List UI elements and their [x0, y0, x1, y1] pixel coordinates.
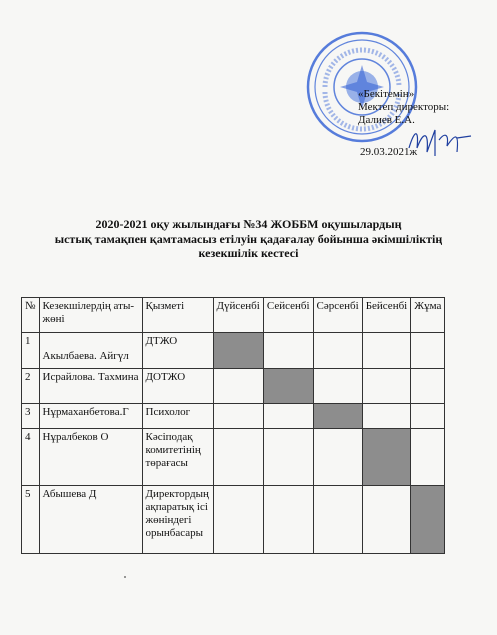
row-num: 4 [22, 429, 40, 486]
table-row [22, 369, 445, 404]
director-name: Далиев Е.А. [358, 114, 415, 126]
scan-speck [124, 576, 126, 578]
empty-cell [362, 404, 411, 429]
table-row [22, 486, 445, 554]
row-name: Нұрмаханбетова.Г [39, 404, 142, 429]
row-name: Нұралбеков О [39, 429, 142, 486]
empty-cell [411, 429, 445, 486]
empty-cell [313, 429, 362, 486]
empty-cell [313, 333, 362, 369]
title-line-2: ыстық тамақпен қамтамасыз етілуін қадағалау бойынша әкімшіліктің [54, 231, 443, 246]
header-tuesday: Сейсенбі [263, 298, 313, 333]
empty-cell [263, 486, 313, 554]
row-num: 1 [22, 333, 40, 369]
row-position: Кәсіподақ комитетінің төрағасы [142, 429, 213, 486]
empty-cell [213, 486, 263, 554]
title-line-1: 2020-2021 оқу жылындағы №34 ЖОББМ оқушылардың [95, 217, 402, 231]
signature-mark [405, 122, 475, 162]
empty-cell [411, 369, 445, 404]
header-friday: Жұма [411, 298, 445, 333]
row-name [39, 333, 142, 369]
row-num: 5 [22, 486, 40, 554]
director-position: Мектеп директоры: [358, 101, 450, 113]
row-name-text: Акылбаева. Айгүл [42, 350, 129, 362]
row-name: Абышева Д [39, 486, 142, 554]
document-title [20, 217, 477, 261]
table-header-row [22, 298, 445, 333]
row-name: Исрайлова. Тахмина [39, 369, 142, 404]
row-num: 3 [22, 404, 40, 429]
approval-label: «Бекітемін» [358, 88, 415, 100]
header-wednesday: Сәрсенбі [313, 298, 362, 333]
title-line-3: кезекшілік кестесі [198, 246, 299, 260]
approval-date: 29.03.2021ж [360, 146, 418, 158]
empty-cell [313, 369, 362, 404]
row-position: ДТЖО [142, 333, 213, 369]
duty-cell-monday [213, 333, 263, 369]
header-thursday: Бейсенбі [362, 298, 411, 333]
row-num: 2 [22, 369, 40, 404]
table-row [22, 404, 445, 429]
empty-cell [263, 333, 313, 369]
header-name: Кезекшілердің аты-жөні [39, 298, 142, 333]
row-position: Директордың ақпаратық ісі жөніндегі орынбасары [142, 486, 213, 554]
duty-cell-friday [411, 486, 445, 554]
empty-cell [411, 333, 445, 369]
header-monday: Дүйсенбі [213, 298, 263, 333]
empty-cell [263, 429, 313, 486]
row-position: ДОТЖО [142, 369, 213, 404]
empty-cell [213, 429, 263, 486]
header-num: № [22, 298, 40, 333]
duty-schedule-table [21, 297, 445, 554]
empty-cell [313, 486, 362, 554]
empty-cell [213, 369, 263, 404]
row-position: Психолог [142, 404, 213, 429]
table-row [22, 333, 445, 369]
header-position: Қызметі [142, 298, 213, 333]
duty-cell-wednesday [313, 404, 362, 429]
empty-cell [263, 404, 313, 429]
table-row [22, 429, 445, 486]
duty-cell-tuesday [263, 369, 313, 404]
empty-cell [362, 333, 411, 369]
empty-cell [411, 404, 445, 429]
empty-cell [213, 404, 263, 429]
empty-cell [362, 486, 411, 554]
empty-cell [362, 369, 411, 404]
duty-cell-thursday [362, 429, 411, 486]
